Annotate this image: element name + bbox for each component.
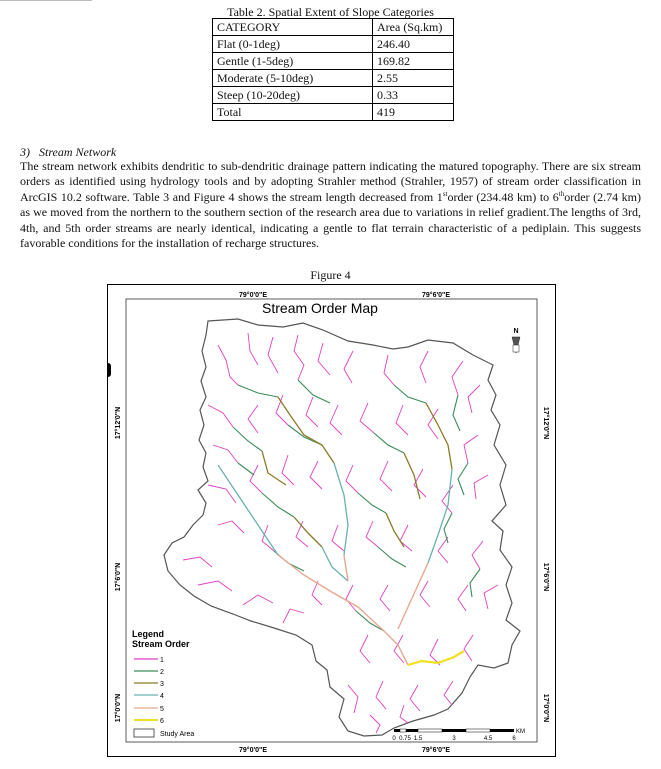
table-caption: Table 2. Spatial Extent of Slope Categories: [227, 5, 434, 19]
left-tick-label: 17°0'0"N: [115, 693, 122, 723]
section-title: Stream Network: [39, 145, 117, 159]
section-number: 3): [20, 145, 30, 159]
top-tick-label: 79°6'0"E: [421, 292, 451, 299]
legend-item-study-area: [134, 729, 194, 738]
section-heading: [20, 145, 116, 160]
right-tick-label: 17°6'0"N: [542, 562, 549, 592]
cell-category: Steep (10-20deg): [213, 87, 373, 104]
map-title: Stream Order Map: [262, 300, 378, 316]
scale-unit: KM: [516, 729, 525, 735]
svg-text:1: 1: [160, 657, 164, 664]
right-tick-label: 17°12'0"N: [542, 406, 549, 440]
stream-order-map: [107, 284, 556, 757]
left-tick-label: 17°6'0"N: [115, 562, 122, 592]
header-area: Area (Sq.km): [373, 19, 454, 36]
cell-category: Moderate (5-10deg): [213, 70, 373, 87]
slope-table: [212, 18, 454, 121]
legend-subtitle: Stream Order: [132, 639, 190, 649]
svg-text:N: N: [513, 328, 519, 335]
cell-category: Gentle (1-5deg): [213, 53, 373, 70]
left-tick-label: 17°12'0"N: [115, 406, 122, 440]
top-rule: [0, 0, 92, 1]
para-text-2: order (234.48 km) to 6: [447, 189, 559, 204]
svg-text:3: 3: [160, 681, 164, 688]
table-row: [213, 70, 454, 87]
scale-label: 1.5: [413, 736, 423, 742]
cell-category: Total: [213, 104, 373, 121]
table-row: [213, 36, 454, 53]
cell-area: 246.40: [373, 36, 454, 53]
figure-caption: Figure 4: [310, 268, 351, 282]
header-category: CATEGORY: [213, 19, 373, 36]
svg-text:4: 4: [160, 693, 164, 700]
svg-text:5: 5: [160, 706, 164, 713]
cell-area: 2.55: [373, 70, 454, 87]
superscript-st: st: [442, 189, 448, 198]
scale-label: 3: [452, 736, 456, 742]
table-header-row: [213, 19, 454, 36]
margin-mark: [107, 363, 111, 377]
table-row: [213, 87, 454, 104]
scale-label: 0.75: [399, 736, 411, 742]
cell-area: 0.33: [373, 87, 454, 104]
para-text-1: The stream network exhibits dendritic to sub-dendritic drainage pattern indicating the matured topography. There are six stream orders as identified using hydrology tools and by adopting Strahler method (Strahler, 1957) of stream order classification in ArcGIS 10.2 software. Table 3 and Figure 4 shows the stream length decreased from 1: [20, 159, 641, 204]
table-row: [213, 53, 454, 70]
cell-category: Flat (0-1deg): [213, 36, 373, 53]
cell-area: 419: [373, 104, 454, 121]
cell-area: 169.82: [373, 53, 454, 70]
svg-text:6: 6: [160, 718, 164, 725]
body-paragraph: [20, 159, 641, 251]
scale-label: 4.5: [483, 736, 493, 742]
table-row: [213, 104, 454, 121]
superscript-th: th: [558, 189, 565, 198]
svg-text:Study Area: Study Area: [160, 731, 195, 738]
map-canvas: [108, 285, 555, 756]
scale-label: 0: [392, 736, 396, 742]
bottom-tick-label: 79°6'0"E: [421, 747, 451, 754]
legend-title: Legend: [132, 629, 165, 639]
para-text-3: order (2.74 km) as we moved from the northern to the southern section of the research area due to variations in relief gradient.The lengths of 3rd, 4th, and 5th order streams are nearly identical, indicating a gentle to flat terrain characteristic of a pediplain. This suggests favorable conditions for the installation of recharge structures.: [20, 189, 641, 251]
right-tick-label: 17°0'0"N: [542, 693, 549, 723]
scale-label: 6: [512, 736, 516, 742]
top-tick-label: 79°0'0"E: [238, 292, 268, 299]
bottom-tick-label: 79°0'0"E: [238, 747, 268, 754]
svg-text:2: 2: [160, 669, 164, 676]
map-neatline: [126, 299, 537, 742]
